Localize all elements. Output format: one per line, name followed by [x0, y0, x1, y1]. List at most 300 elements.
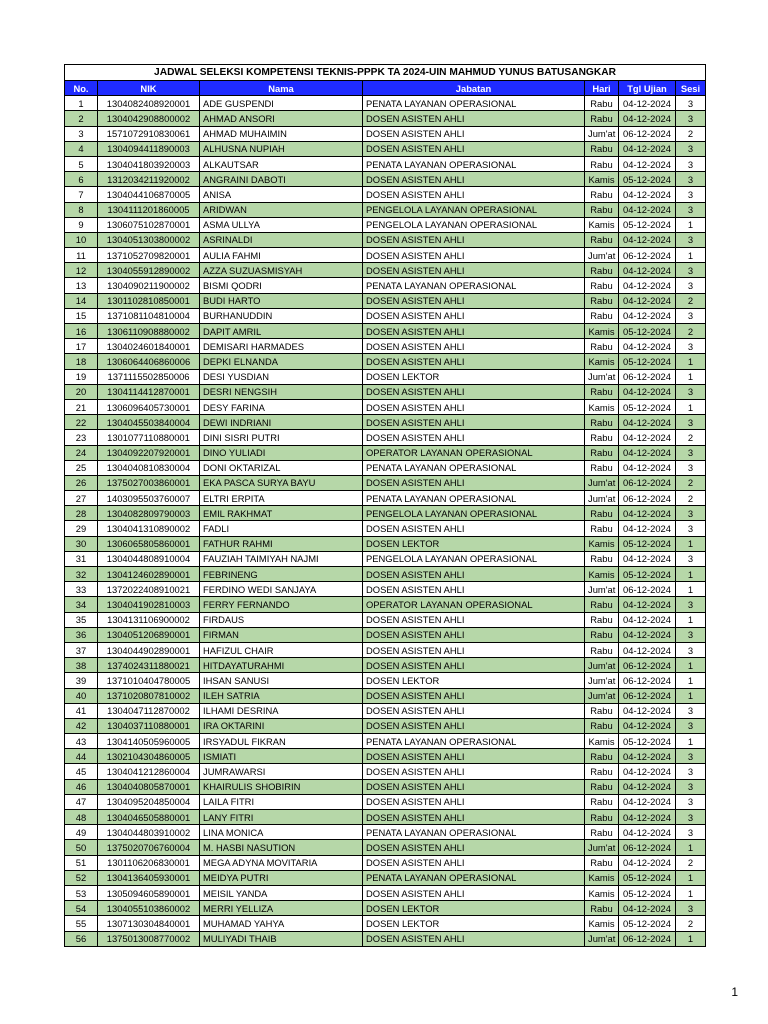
table-row [65, 855, 706, 870]
hari-cell: Rabu [585, 703, 619, 718]
nik-cell: 1304044808910004 [98, 551, 200, 566]
nama-cell: EKA PASCA SURYA BAYU [200, 475, 363, 490]
page-number: 1 [731, 985, 738, 999]
row-number: 13 [65, 278, 98, 293]
tgl-ujian-cell: 04-12-2024 [619, 308, 676, 323]
tgl-ujian-cell: 05-12-2024 [619, 324, 676, 339]
row-number: 24 [65, 445, 98, 460]
table-row [65, 232, 706, 247]
hari-cell: Jum'at [585, 931, 619, 946]
tgl-ujian-cell: 05-12-2024 [619, 567, 676, 582]
row-number: 29 [65, 521, 98, 536]
nama-cell: ANISA [200, 187, 363, 202]
jabatan-cell: DOSEN ASISTEN AHLI [363, 232, 585, 247]
sesi-cell: 2 [676, 855, 706, 870]
table-row [65, 627, 706, 642]
nik-cell: 1304124602890001 [98, 567, 200, 582]
nama-cell: FERRY FERNANDO [200, 597, 363, 612]
sesi-cell: 3 [676, 415, 706, 430]
hari-cell: Jum'at [585, 126, 619, 141]
nama-cell: MEISIL YANDA [200, 885, 363, 900]
table-row [65, 916, 706, 931]
nik-cell: 1304051303800002 [98, 232, 200, 247]
tgl-ujian-cell: 04-12-2024 [619, 430, 676, 445]
sesi-cell: 1 [676, 536, 706, 551]
tgl-ujian-cell: 06-12-2024 [619, 369, 676, 384]
tgl-ujian-cell: 04-12-2024 [619, 187, 676, 202]
tgl-ujian-cell: 04-12-2024 [619, 642, 676, 657]
nik-cell: 1371115502850006 [98, 369, 200, 384]
row-number: 20 [65, 384, 98, 399]
nik-cell: 1306110908880002 [98, 324, 200, 339]
nik-cell: 1304042908800002 [98, 111, 200, 126]
nik-cell: 1371020807810002 [98, 688, 200, 703]
nik-cell: 1304092207920001 [98, 445, 200, 460]
nama-cell: ANGRAINI DABOTI [200, 172, 363, 187]
jabatan-cell: DOSEN ASISTEN AHLI [363, 293, 585, 308]
row-number: 4 [65, 141, 98, 156]
jabatan-cell: DOSEN ASISTEN AHLI [363, 415, 585, 430]
nik-cell: 1304051206890001 [98, 627, 200, 642]
tgl-ujian-cell: 04-12-2024 [619, 749, 676, 764]
hari-cell: Rabu [585, 612, 619, 627]
nik-cell: 1312034211920002 [98, 172, 200, 187]
nik-cell: 1371081104810004 [98, 308, 200, 323]
sesi-cell: 2 [676, 491, 706, 506]
row-number: 1 [65, 96, 98, 111]
table-row [65, 491, 706, 506]
nik-cell: 1307130304840001 [98, 916, 200, 931]
nama-cell: JUMRAWARSI [200, 764, 363, 779]
jabatan-cell: DOSEN ASISTEN AHLI [363, 688, 585, 703]
sesi-cell: 1 [676, 673, 706, 688]
column-header-nama: Nama [200, 81, 363, 96]
hari-cell: Kamis [585, 885, 619, 900]
hari-cell: Rabu [585, 339, 619, 354]
sesi-cell: 3 [676, 749, 706, 764]
nik-cell: 1304140505960005 [98, 734, 200, 749]
nik-cell: 1304041310890002 [98, 521, 200, 536]
table-row [65, 612, 706, 627]
jabatan-cell: PENGELOLA LAYANAN OPERASIONAL [363, 217, 585, 232]
hari-cell: Jum'at [585, 658, 619, 673]
sesi-cell: 1 [676, 931, 706, 946]
column-header-hari: Hari [585, 81, 619, 96]
nama-cell: IRA OKTARINI [200, 718, 363, 733]
hari-cell: Jum'at [585, 248, 619, 263]
jabatan-cell: DOSEN ASISTEN AHLI [363, 475, 585, 490]
nik-cell: 1371010404780005 [98, 673, 200, 688]
nik-cell: 1304044803910002 [98, 825, 200, 840]
nik-cell: 1304055912890002 [98, 263, 200, 278]
jabatan-cell: DOSEN ASISTEN AHLI [363, 324, 585, 339]
row-number: 47 [65, 794, 98, 809]
nama-cell: DESRI NENGSIH [200, 384, 363, 399]
table-row [65, 172, 706, 187]
tgl-ujian-cell: 05-12-2024 [619, 536, 676, 551]
hari-cell: Rabu [585, 278, 619, 293]
nik-cell: 1304114412870001 [98, 384, 200, 399]
nik-cell: 1304090211900002 [98, 278, 200, 293]
table-row [65, 308, 706, 323]
sesi-cell: 2 [676, 430, 706, 445]
jabatan-cell: DOSEN ASISTEN AHLI [363, 354, 585, 369]
row-number: 14 [65, 293, 98, 308]
tgl-ujian-cell: 05-12-2024 [619, 916, 676, 931]
table-row [65, 582, 706, 597]
hari-cell: Jum'at [585, 369, 619, 384]
row-number: 6 [65, 172, 98, 187]
jabatan-cell: PENATA LAYANAN OPERASIONAL [363, 870, 585, 885]
nik-cell: 1304040805870001 [98, 779, 200, 794]
row-number: 10 [65, 232, 98, 247]
hari-cell: Rabu [585, 141, 619, 156]
row-number: 28 [65, 506, 98, 521]
hari-cell: Rabu [585, 384, 619, 399]
hari-cell: Jum'at [585, 475, 619, 490]
hari-cell: Kamis [585, 567, 619, 582]
nik-cell: 1304046505880001 [98, 810, 200, 825]
jabatan-cell: DOSEN LEKTOR [363, 536, 585, 551]
nik-cell: 1304037110880001 [98, 718, 200, 733]
jabatan-cell: DOSEN ASISTEN AHLI [363, 263, 585, 278]
sesi-cell: 3 [676, 551, 706, 566]
row-number: 42 [65, 718, 98, 733]
table-row [65, 810, 706, 825]
nama-cell: IRSYADUL FIKRAN [200, 734, 363, 749]
row-number: 39 [65, 673, 98, 688]
hari-cell: Rabu [585, 202, 619, 217]
jabatan-cell: DOSEN ASISTEN AHLI [363, 764, 585, 779]
nama-cell: MERRI YELLIZA [200, 901, 363, 916]
nama-cell: IHSAN SANUSI [200, 673, 363, 688]
jabatan-cell: DOSEN ASISTEN AHLI [363, 749, 585, 764]
hari-cell: Jum'at [585, 582, 619, 597]
jabatan-cell: DOSEN ASISTEN AHLI [363, 172, 585, 187]
sesi-cell: 3 [676, 339, 706, 354]
sesi-cell: 3 [676, 202, 706, 217]
table-row [65, 885, 706, 900]
nik-cell: 1304024601840001 [98, 339, 200, 354]
sesi-cell: 1 [676, 658, 706, 673]
tgl-ujian-cell: 06-12-2024 [619, 688, 676, 703]
jabatan-cell: PENATA LAYANAN OPERASIONAL [363, 734, 585, 749]
table-row [65, 217, 706, 232]
row-number: 21 [65, 399, 98, 414]
tgl-ujian-cell: 04-12-2024 [619, 232, 676, 247]
nama-cell: ASMA ULLYA [200, 217, 363, 232]
table-row [65, 521, 706, 536]
jabatan-cell: PENATA LAYANAN OPERASIONAL [363, 825, 585, 840]
jabatan-cell: DOSEN ASISTEN AHLI [363, 399, 585, 414]
hari-cell: Rabu [585, 901, 619, 916]
row-number: 5 [65, 156, 98, 171]
table-row [65, 673, 706, 688]
document-title: JADWAL SELEKSI KOMPETENSI TEKNIS-PPPK TA 2024-UIN MAHMUD YUNUS BATUSANGKAR [65, 65, 706, 81]
sesi-cell: 3 [676, 187, 706, 202]
table-row [65, 764, 706, 779]
tgl-ujian-cell: 04-12-2024 [619, 202, 676, 217]
jabatan-cell: PENATA LAYANAN OPERASIONAL [363, 96, 585, 111]
row-number: 31 [65, 551, 98, 566]
nik-cell: 1304047112870002 [98, 703, 200, 718]
nik-cell: 1304041212860004 [98, 764, 200, 779]
jabatan-cell: PENGELOLA LAYANAN OPERASIONAL [363, 506, 585, 521]
jabatan-cell: PENATA LAYANAN OPERASIONAL [363, 460, 585, 475]
jabatan-cell: DOSEN ASISTEN AHLI [363, 885, 585, 900]
table-row [65, 96, 706, 111]
tgl-ujian-cell: 04-12-2024 [619, 794, 676, 809]
row-number: 51 [65, 855, 98, 870]
table-row [65, 840, 706, 855]
table-row [65, 718, 706, 733]
schedule-document [64, 64, 705, 947]
jabatan-cell: DOSEN LEKTOR [363, 673, 585, 688]
table-row [65, 384, 706, 399]
jabatan-cell: DOSEN LEKTOR [363, 916, 585, 931]
nik-cell: 1375013008770002 [98, 931, 200, 946]
hari-cell: Rabu [585, 521, 619, 536]
nama-cell: ALKAUTSAR [200, 156, 363, 171]
nama-cell: EMIL RAKHMAT [200, 506, 363, 521]
nama-cell: DONI OKTARIZAL [200, 460, 363, 475]
hari-cell: Rabu [585, 460, 619, 475]
nama-cell: LAILA FITRI [200, 794, 363, 809]
jabatan-cell: DOSEN ASISTEN AHLI [363, 810, 585, 825]
table-row [65, 187, 706, 202]
nama-cell: ARIDWAN [200, 202, 363, 217]
row-number: 7 [65, 187, 98, 202]
hari-cell: Kamis [585, 172, 619, 187]
sesi-cell: 1 [676, 248, 706, 263]
nik-cell: 1304136405930001 [98, 870, 200, 885]
sesi-cell: 1 [676, 870, 706, 885]
nik-cell: 1371052709820001 [98, 248, 200, 263]
jabatan-cell: DOSEN ASISTEN AHLI [363, 567, 585, 582]
sesi-cell: 3 [676, 627, 706, 642]
sesi-cell: 2 [676, 324, 706, 339]
row-number: 8 [65, 202, 98, 217]
table-row [65, 369, 706, 384]
sesi-cell: 3 [676, 810, 706, 825]
table-row [65, 536, 706, 551]
hari-cell: Kamis [585, 217, 619, 232]
table-row [65, 248, 706, 263]
sesi-cell: 1 [676, 369, 706, 384]
hari-cell: Rabu [585, 779, 619, 794]
jabatan-cell: PENATA LAYANAN OPERASIONAL [363, 156, 585, 171]
nama-cell: AULIA FAHMI [200, 248, 363, 263]
tgl-ujian-cell: 04-12-2024 [619, 810, 676, 825]
nik-cell: 1304094411890003 [98, 141, 200, 156]
table-row [65, 567, 706, 582]
hari-cell: Rabu [585, 96, 619, 111]
schedule-table [64, 64, 706, 947]
tgl-ujian-cell: 06-12-2024 [619, 673, 676, 688]
row-number: 52 [65, 870, 98, 885]
nik-cell: 1304082408920001 [98, 96, 200, 111]
sesi-cell: 1 [676, 612, 706, 627]
jabatan-cell: DOSEN ASISTEN AHLI [363, 627, 585, 642]
nama-cell: ISMIATI [200, 749, 363, 764]
nama-cell: FAUZIAH TAIMIYAH NAJMI [200, 551, 363, 566]
jabatan-cell: DOSEN ASISTEN AHLI [363, 703, 585, 718]
tgl-ujian-cell: 04-12-2024 [619, 779, 676, 794]
nama-cell: ADE GUSPENDI [200, 96, 363, 111]
hari-cell: Rabu [585, 810, 619, 825]
hari-cell: Rabu [585, 627, 619, 642]
jabatan-cell: DOSEN ASISTEN AHLI [363, 779, 585, 794]
row-number: 32 [65, 567, 98, 582]
table-row [65, 749, 706, 764]
sesi-cell: 3 [676, 156, 706, 171]
table-row [65, 430, 706, 445]
tgl-ujian-cell: 04-12-2024 [619, 901, 676, 916]
table-row [65, 278, 706, 293]
hari-cell: Rabu [585, 415, 619, 430]
tgl-ujian-cell: 04-12-2024 [619, 597, 676, 612]
table-row [65, 141, 706, 156]
tgl-ujian-cell: 06-12-2024 [619, 582, 676, 597]
row-number: 2 [65, 111, 98, 126]
nama-cell: DESY FARINA [200, 399, 363, 414]
nik-cell: 1301106206830001 [98, 855, 200, 870]
table-row [65, 779, 706, 794]
sesi-cell: 3 [676, 703, 706, 718]
nama-cell: DEMISARI HARMADES [200, 339, 363, 354]
nama-cell: FERDINO WEDI SANJAYA [200, 582, 363, 597]
row-number: 55 [65, 916, 98, 931]
tgl-ujian-cell: 04-12-2024 [619, 825, 676, 840]
table-row [65, 111, 706, 126]
nama-cell: ILHAMI DESRINA [200, 703, 363, 718]
column-header-row [65, 81, 706, 96]
hari-cell: Rabu [585, 551, 619, 566]
tgl-ujian-cell: 04-12-2024 [619, 855, 676, 870]
nik-cell: 1304082809790003 [98, 506, 200, 521]
column-header-no: No. [65, 81, 98, 96]
row-number: 11 [65, 248, 98, 263]
nama-cell: MUHAMAD YAHYA [200, 916, 363, 931]
nik-cell: 1372022408910021 [98, 582, 200, 597]
table-row [65, 734, 706, 749]
nama-cell: DEWI INDRIANI [200, 415, 363, 430]
row-number: 15 [65, 308, 98, 323]
tgl-ujian-cell: 05-12-2024 [619, 217, 676, 232]
sesi-cell: 1 [676, 885, 706, 900]
nama-cell: MULIYADI THAIB [200, 931, 363, 946]
tgl-ujian-cell: 05-12-2024 [619, 399, 676, 414]
row-number: 44 [65, 749, 98, 764]
hari-cell: Kamis [585, 324, 619, 339]
nama-cell: FEBRINENG [200, 567, 363, 582]
hari-cell: Rabu [585, 232, 619, 247]
nik-cell: 1304111201860005 [98, 202, 200, 217]
tgl-ujian-cell: 05-12-2024 [619, 734, 676, 749]
table-row [65, 202, 706, 217]
jabatan-cell: DOSEN ASISTEN AHLI [363, 187, 585, 202]
jabatan-cell: DOSEN ASISTEN AHLI [363, 308, 585, 323]
nik-cell: 1301102810850001 [98, 293, 200, 308]
jabatan-cell: DOSEN ASISTEN AHLI [363, 430, 585, 445]
sesi-cell: 3 [676, 779, 706, 794]
row-number: 50 [65, 840, 98, 855]
row-number: 22 [65, 415, 98, 430]
nama-cell: BURHANUDDIN [200, 308, 363, 323]
jabatan-cell: DOSEN ASISTEN AHLI [363, 642, 585, 657]
row-number: 17 [65, 339, 98, 354]
tgl-ujian-cell: 05-12-2024 [619, 172, 676, 187]
hari-cell: Rabu [585, 111, 619, 126]
nama-cell: DINI SISRI PUTRI [200, 430, 363, 445]
tgl-ujian-cell: 06-12-2024 [619, 491, 676, 506]
hari-cell: Kamis [585, 734, 619, 749]
sesi-cell: 1 [676, 399, 706, 414]
sesi-cell: 3 [676, 718, 706, 733]
hari-cell: Rabu [585, 308, 619, 323]
hari-cell: Jum'at [585, 688, 619, 703]
nama-cell: ALHUSNA NUPIAH [200, 141, 363, 156]
table-row [65, 901, 706, 916]
row-number: 3 [65, 126, 98, 141]
table-row [65, 825, 706, 840]
nama-cell: FATHUR RAHMI [200, 536, 363, 551]
row-number: 48 [65, 810, 98, 825]
jabatan-cell: DOSEN ASISTEN AHLI [363, 126, 585, 141]
tgl-ujian-cell: 04-12-2024 [619, 521, 676, 536]
table-row [65, 293, 706, 308]
nik-cell: 1304044106870005 [98, 187, 200, 202]
jabatan-cell: DOSEN ASISTEN AHLI [363, 339, 585, 354]
hari-cell: Rabu [585, 642, 619, 657]
sesi-cell: 1 [676, 582, 706, 597]
sesi-cell: 1 [676, 734, 706, 749]
tgl-ujian-cell: 04-12-2024 [619, 156, 676, 171]
tgl-ujian-cell: 04-12-2024 [619, 141, 676, 156]
jabatan-cell: DOSEN ASISTEN AHLI [363, 141, 585, 156]
tgl-ujian-cell: 04-12-2024 [619, 627, 676, 642]
jabatan-cell: DOSEN ASISTEN AHLI [363, 521, 585, 536]
nama-cell: DEPKI ELNANDA [200, 354, 363, 369]
sesi-cell: 2 [676, 475, 706, 490]
row-number: 9 [65, 217, 98, 232]
table-row [65, 445, 706, 460]
column-header-nik: NIK [98, 81, 200, 96]
table-row [65, 931, 706, 946]
table-row [65, 688, 706, 703]
tgl-ujian-cell: 06-12-2024 [619, 475, 676, 490]
sesi-cell: 3 [676, 308, 706, 323]
sesi-cell: 3 [676, 642, 706, 657]
jabatan-cell: OPERATOR LAYANAN OPERASIONAL [363, 445, 585, 460]
nik-cell: 1304040810830004 [98, 460, 200, 475]
jabatan-cell: DOSEN ASISTEN AHLI [363, 111, 585, 126]
row-number: 35 [65, 612, 98, 627]
sesi-cell: 3 [676, 263, 706, 278]
nama-cell: HITDAYATURAHMI [200, 658, 363, 673]
tgl-ujian-cell: 06-12-2024 [619, 248, 676, 263]
nama-cell: ASRINALDI [200, 232, 363, 247]
sesi-cell: 2 [676, 126, 706, 141]
jabatan-cell: DOSEN ASISTEN AHLI [363, 718, 585, 733]
nama-cell: LANY FITRI [200, 810, 363, 825]
nama-cell: ELTRI ERPITA [200, 491, 363, 506]
jabatan-cell: DOSEN LEKTOR [363, 369, 585, 384]
nik-cell: 1301077110880001 [98, 430, 200, 445]
row-number: 38 [65, 658, 98, 673]
nik-cell: 1304044902890001 [98, 642, 200, 657]
nik-cell: 1306064406860006 [98, 354, 200, 369]
